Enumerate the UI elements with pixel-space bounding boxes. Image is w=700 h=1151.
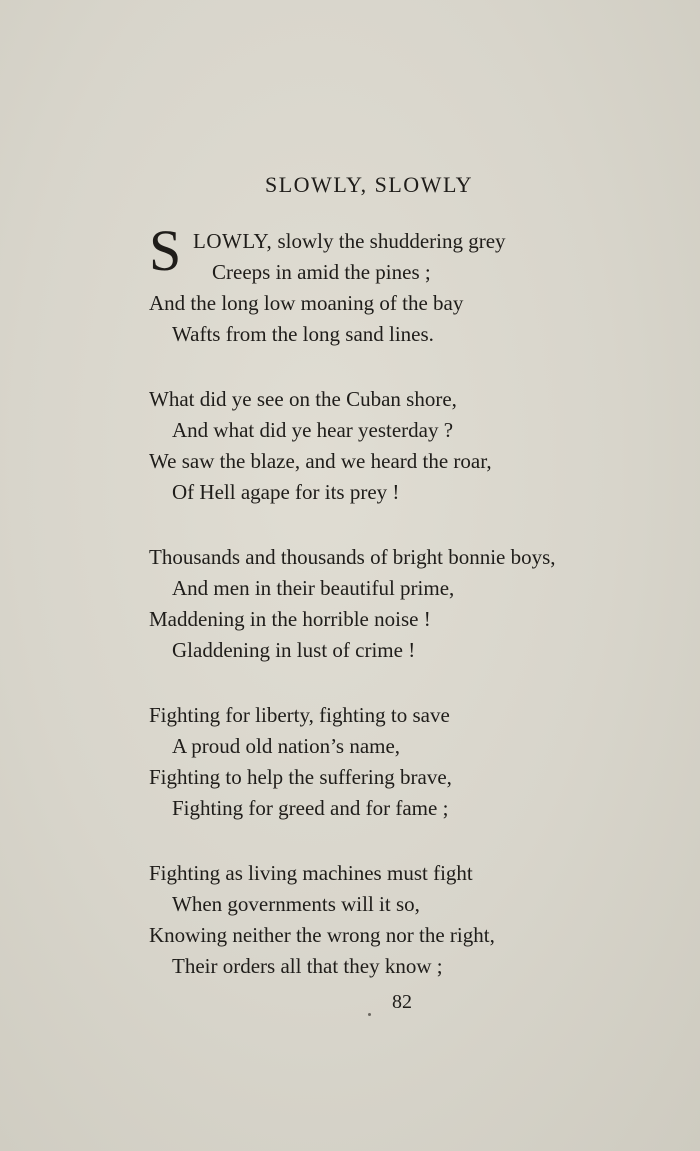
poem-line: Fighting for liberty, fighting to save [149, 703, 450, 727]
poem-line: Fighting as living machines must fight [149, 861, 473, 885]
paper-speck [368, 1013, 371, 1016]
poem-body [149, 226, 669, 1016]
poem-line: Their orders all that they know ; [172, 954, 443, 978]
drop-cap: S [149, 218, 182, 283]
stanza-4 [149, 700, 669, 824]
poem-line [149, 226, 669, 257]
stanza-5 [149, 858, 669, 982]
poem-line: Thousands and thousands of bright bonnie boys, [149, 545, 556, 569]
poem-line: And men in their beautiful prime, [172, 576, 455, 600]
poem-line: Fighting to help the suffering brave, [149, 765, 452, 789]
poem-line: Of Hell agape for its prey ! [172, 480, 400, 504]
poem-line: And the long low moaning of the bay [149, 291, 464, 315]
poem-line: Fighting for greed and for fame ; [172, 796, 449, 820]
poem-line: Maddening in the horrible noise ! [149, 607, 431, 631]
stanza-3 [149, 542, 669, 666]
first-line-caps: LOWLY, [193, 229, 273, 253]
poem-line: Wafts from the long sand lines. [172, 322, 434, 346]
poem-line: When governments will it so, [172, 892, 420, 916]
poem-line: Knowing neither the wrong nor the right, [149, 923, 495, 947]
poem-line: Gladdening in lust of crime ! [172, 638, 416, 662]
poem-line: We saw the blaze, and we heard the roar, [149, 449, 492, 473]
page-number: 82 [392, 991, 412, 1013]
poem-line: And what did ye hear yesterday ? [172, 418, 454, 442]
poem-line: Creeps in amid the pines ; [212, 260, 431, 284]
poem-line: What did ye see on the Cuban shore, [149, 387, 457, 411]
stanza-2 [149, 384, 669, 508]
poem-title: SLOWLY, SLOWLY [265, 172, 474, 197]
first-line-rest: slowly the shuddering grey [272, 229, 506, 253]
poem-line: A proud old nation’s name, [172, 734, 401, 758]
stanza-1 [149, 226, 669, 350]
